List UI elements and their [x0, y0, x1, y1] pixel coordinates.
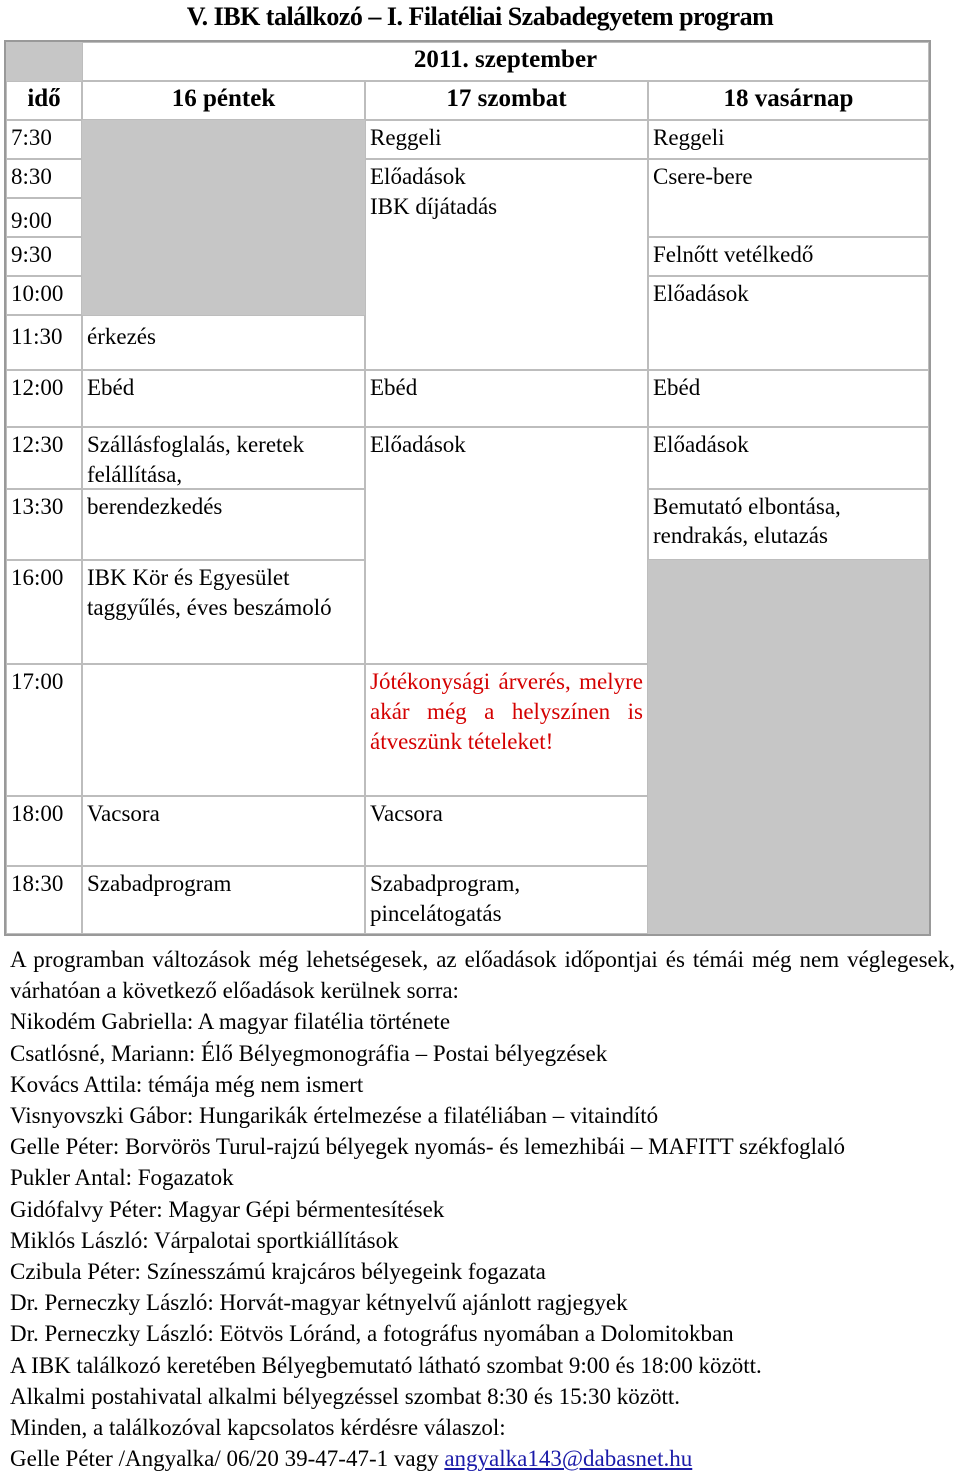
- sunday-lectures-afternoon: Előadások: [648, 427, 929, 489]
- time-cell: 16:00: [6, 560, 82, 664]
- time-cell: 10:00: [6, 276, 82, 315]
- lecture-item: Visnyovszki Gábor: Hungarikák értelmezése a filatéliában – vitaindító: [10, 1103, 659, 1129]
- saturday-lectures-morning: [365, 159, 648, 370]
- corner-cell: [6, 42, 82, 81]
- time-cell: 9:30: [6, 237, 82, 276]
- questions-note: Minden, a találkozóval kapcsolatos kérdésre válaszol:: [10, 1415, 506, 1441]
- saturday-award-label: IBK díjátadás: [370, 194, 498, 219]
- lecture-item: Czibula Péter: Színesszámú krajcáros bélyegeink fogazata: [10, 1259, 546, 1285]
- contact-text: Gelle Péter /Angyalka/ 06/20 39-47-47-1 vagy: [10, 1446, 445, 1472]
- time-cell: 12:00: [6, 370, 82, 427]
- schedule-table: [4, 40, 931, 936]
- notes-intro: A programban változások még lehetségesek, az előadások időpontjai és témái még nem véglegesek, várhatóan a következő előadások kerülnek sorra:: [10, 947, 955, 1004]
- page-title: V. IBK találkozó – I. Filatéliai Szabadegyetem program: [186, 2, 774, 31]
- time-cell: 17:00: [6, 664, 82, 796]
- lecture-item: Csatlósné, Mariann: Élő Bélyegmonográfia – Postai bélyegzések: [10, 1040, 608, 1066]
- contact-line: [10, 1443, 955, 1474]
- time-cell: 13:30: [6, 489, 82, 560]
- header-friday: 16 péntek: [82, 81, 365, 120]
- time-cell: 8:30: [6, 159, 82, 198]
- friday-free-program: Szabadprogram: [82, 866, 365, 934]
- saturday-lectures-afternoon: Előadások: [365, 427, 648, 664]
- friday-arrival: érkezés: [82, 315, 365, 370]
- sunday-quiz: Felnőtt vetélkedő: [648, 237, 929, 276]
- time-cell: 18:30: [6, 866, 82, 934]
- lecture-item: Miklós László: Várpalotai sportkiállítások: [10, 1227, 399, 1253]
- notes-section: [10, 944, 955, 1474]
- time-cell: 7:30: [6, 120, 82, 159]
- header-sunday: 18 vasárnap: [648, 81, 929, 120]
- time-cell: 18:00: [6, 796, 82, 866]
- friday-empty: [82, 664, 365, 796]
- lecture-item: Nikodém Gabriella: A magyar filatélia története: [10, 1009, 451, 1035]
- friday-setup: berendezkedés: [82, 489, 365, 560]
- sunday-teardown: Bemutató elbontása, rendrakás, elutazás: [648, 489, 929, 560]
- lecture-item: Dr. Perneczky László: Horvát-magyar kétnyelvű ajánlott ragjegyek: [10, 1290, 628, 1316]
- friday-dinner: Vacsora: [82, 796, 365, 866]
- friday-morning-blank: [82, 120, 365, 315]
- time-cell: 12:30: [6, 427, 82, 489]
- sunday-lectures-morning: Előadások: [648, 276, 929, 370]
- sunday-lunch: Ebéd: [648, 370, 929, 427]
- saturday-lunch: Ebéd: [365, 370, 648, 427]
- lecture-item: Dr. Perneczky László: Eötvös Lóránd, a fotográfus nyomában a Dolomitokban: [10, 1321, 734, 1347]
- friday-assembly: IBK Kör és Egyesület taggyűlés, éves beszámoló: [82, 560, 365, 664]
- header-saturday: 17 szombat: [365, 81, 648, 120]
- sunday-afternoon-blank: [648, 560, 929, 934]
- saturday-auction: Jótékonysági árverés, melyre akár még a helyszínen is átveszünk tételeket!: [365, 664, 648, 796]
- lecture-item: Gelle Péter: Borvörös Turul-rajzú bélyegek nyomás- és lemezhibái – MAFITT székfoglaló: [10, 1134, 846, 1160]
- exhibition-note: A IBK találkozó keretében Bélyegbemutató látható szombat 9:00 és 18:00 között.: [10, 1352, 762, 1378]
- saturday-dinner: Vacsora: [365, 796, 648, 866]
- header-time: idő: [6, 81, 82, 120]
- date-header: 2011. szeptember: [82, 42, 929, 81]
- saturday-free-program: Szabadprogram, pincelátogatás: [365, 866, 648, 934]
- saturday-breakfast: Reggeli: [365, 120, 648, 159]
- time-cell: 11:30: [6, 315, 82, 370]
- friday-lunch: Ebéd: [82, 370, 365, 427]
- lecture-item: Kovács Attila: témája még nem ismert: [10, 1071, 364, 1097]
- time-cell: 9:00: [6, 198, 82, 237]
- lecture-item: Gidófalvy Péter: Magyar Gépi bérmentesítések: [10, 1196, 445, 1222]
- lecture-item: Pukler Antal: Fogazatok: [10, 1165, 234, 1191]
- sunday-breakfast: Reggeli: [648, 120, 929, 159]
- contact-email-link[interactable]: angyalka143@dabasnet.hu: [444, 1446, 693, 1472]
- post-office-note: Alkalmi postahivatal alkalmi bélyegzéssel szombat 8:30 és 15:30 között.: [10, 1383, 681, 1409]
- saturday-lectures-label: Előadások: [370, 164, 466, 189]
- sunday-swap: Csere-bere: [648, 159, 929, 237]
- friday-accommodation: Szállásfoglalás, keretek felállítása,: [82, 427, 365, 489]
